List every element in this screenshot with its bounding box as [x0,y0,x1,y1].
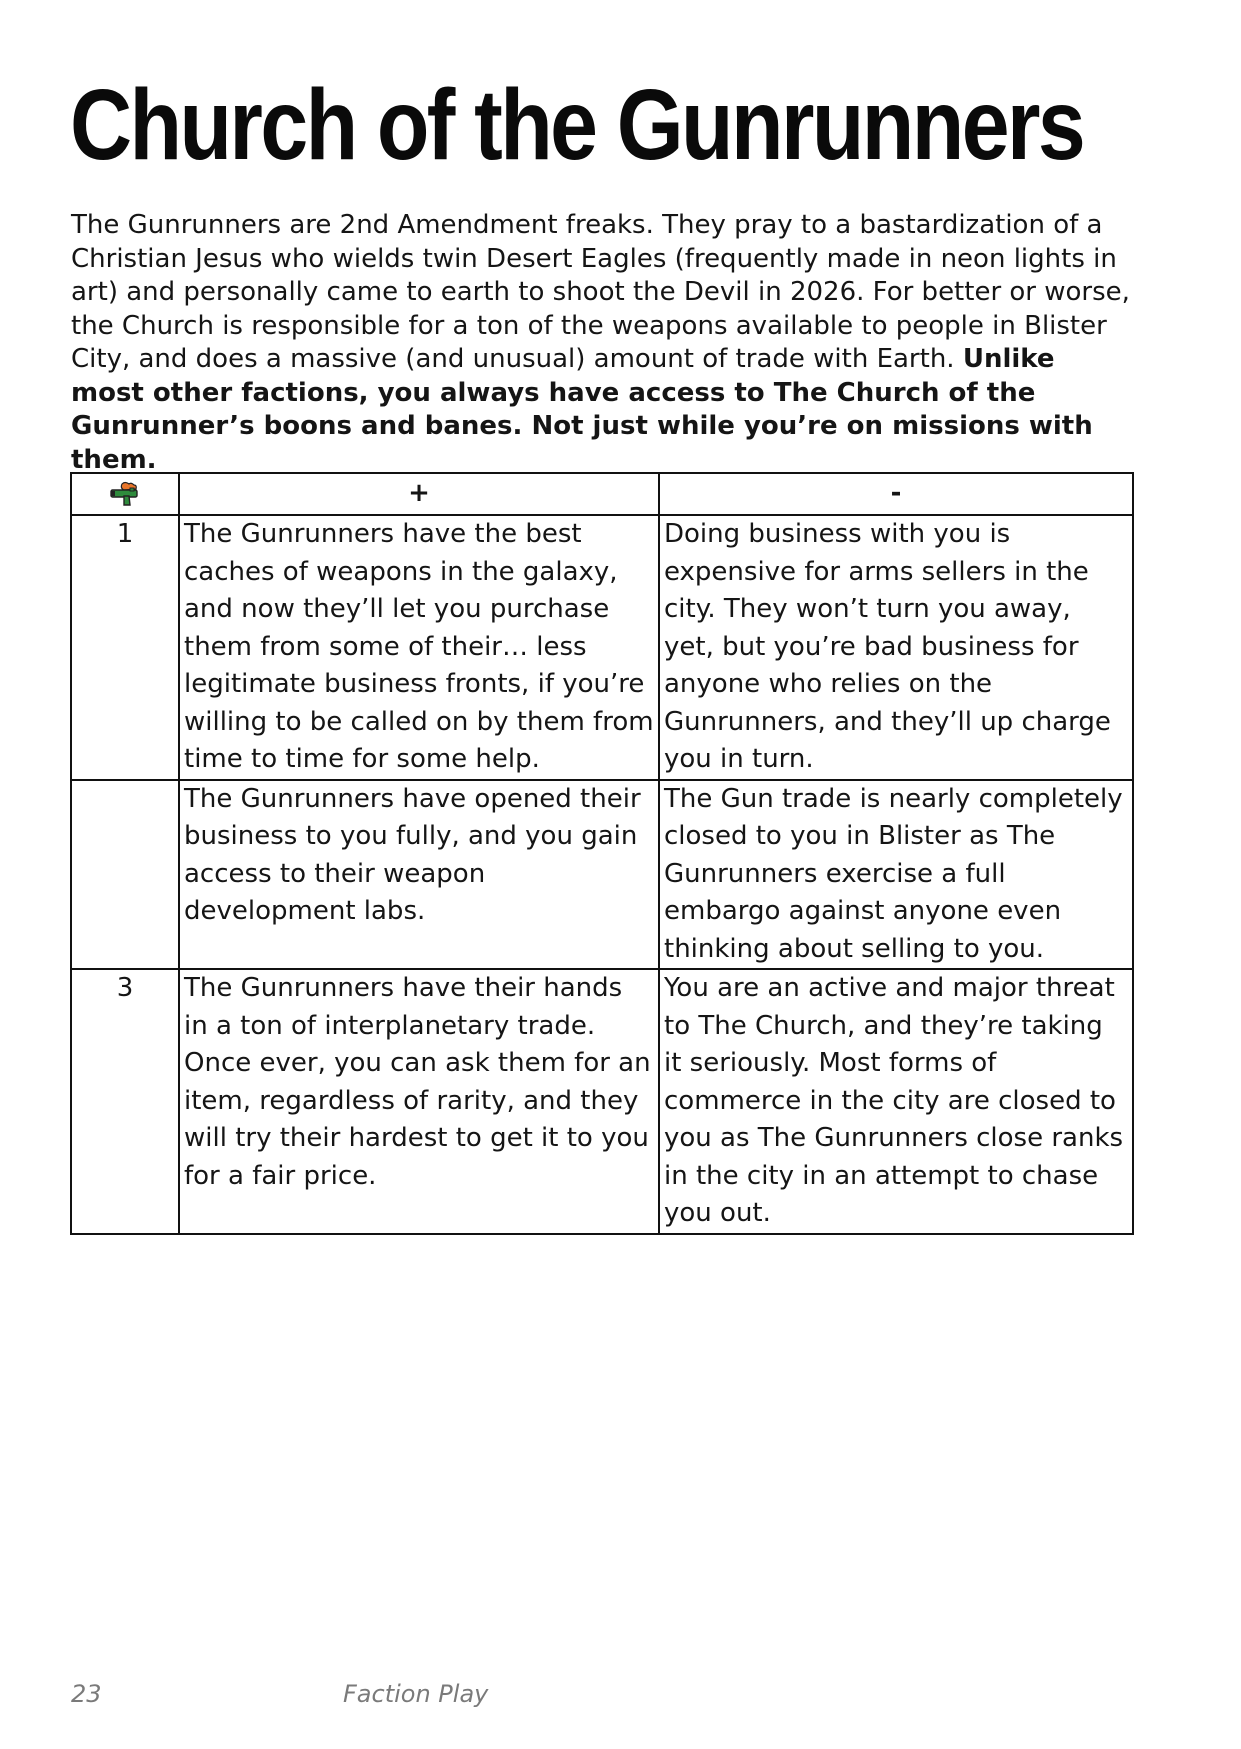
table-header-row [71,473,1133,515]
boon-cell: The Gunrunners have their hands in a ton of interplanetary trade. Once ever, you can ask them for an item, regardless of rarity, and they will try their hardest to get it to you for a fair price. [179,969,659,1234]
page-number: 23 [71,1680,102,1708]
table-row [71,969,1133,1234]
table-row [71,515,1133,780]
bane-cell: You are an active and major threat to The Church, and they’re taking it seriously. Most forms of commerce in the city are closed to you as The Gunrunners close ranks in the city in an attempt to chase you out. [659,969,1133,1234]
intro-bold-text: Unlike most other factions, you always have access to The Church of the Gunrunner’s boons and banes. Not just while you’re on missions with them. [71,344,1093,475]
rank-cell [71,780,179,970]
header-minus: - [659,473,1133,515]
table-row [71,780,1133,970]
boon-cell: The Gunrunners have the best caches of weapons in the galaxy, and now they’ll let you purchase them from some of their… less legitimate business fronts, if you’re willing to be called on by them from time to time for some help. [179,515,659,780]
boon-cell: The Gunrunners have opened their business to you fully, and you gain access to their weapon development labs. [179,780,659,970]
rank-cell: 3 [71,969,179,1234]
header-icon-cell [71,473,179,515]
bane-cell: Doing business with you is expensive for arms sellers in the city. They won’t turn you away, yet, but you’re bad business for anyone who relies on the Gunrunners, and they’ll up charge you in turn. [659,515,1133,780]
header-plus: + [179,473,659,515]
boons-banes-table [70,472,1134,1235]
rank-cell: 1 [71,515,179,780]
intro-text: The Gunrunners are 2nd Amendment freaks. They pray to a bastardization of a Christian Jesus who wields twin Desert Eagles (frequently made in neon lights in art) and personally came to earth to shoot the Devil in 2026. For better or worse, the Church is responsible for a ton of the weapons available to people in Blister City, and does a massive (and unusual) amount of trade with Earth. [71,210,1130,374]
section-name: Faction Play [343,1680,489,1708]
gunrunner-faction-icon [108,481,142,507]
intro-paragraph [71,209,1131,477]
page-title: Church of the Gunrunners [70,69,1084,181]
bane-cell: The Gun trade is nearly completely closed to you in Blister as The Gunrunners exercise a full embargo against anyone even thinking about selling to you. [659,780,1133,970]
